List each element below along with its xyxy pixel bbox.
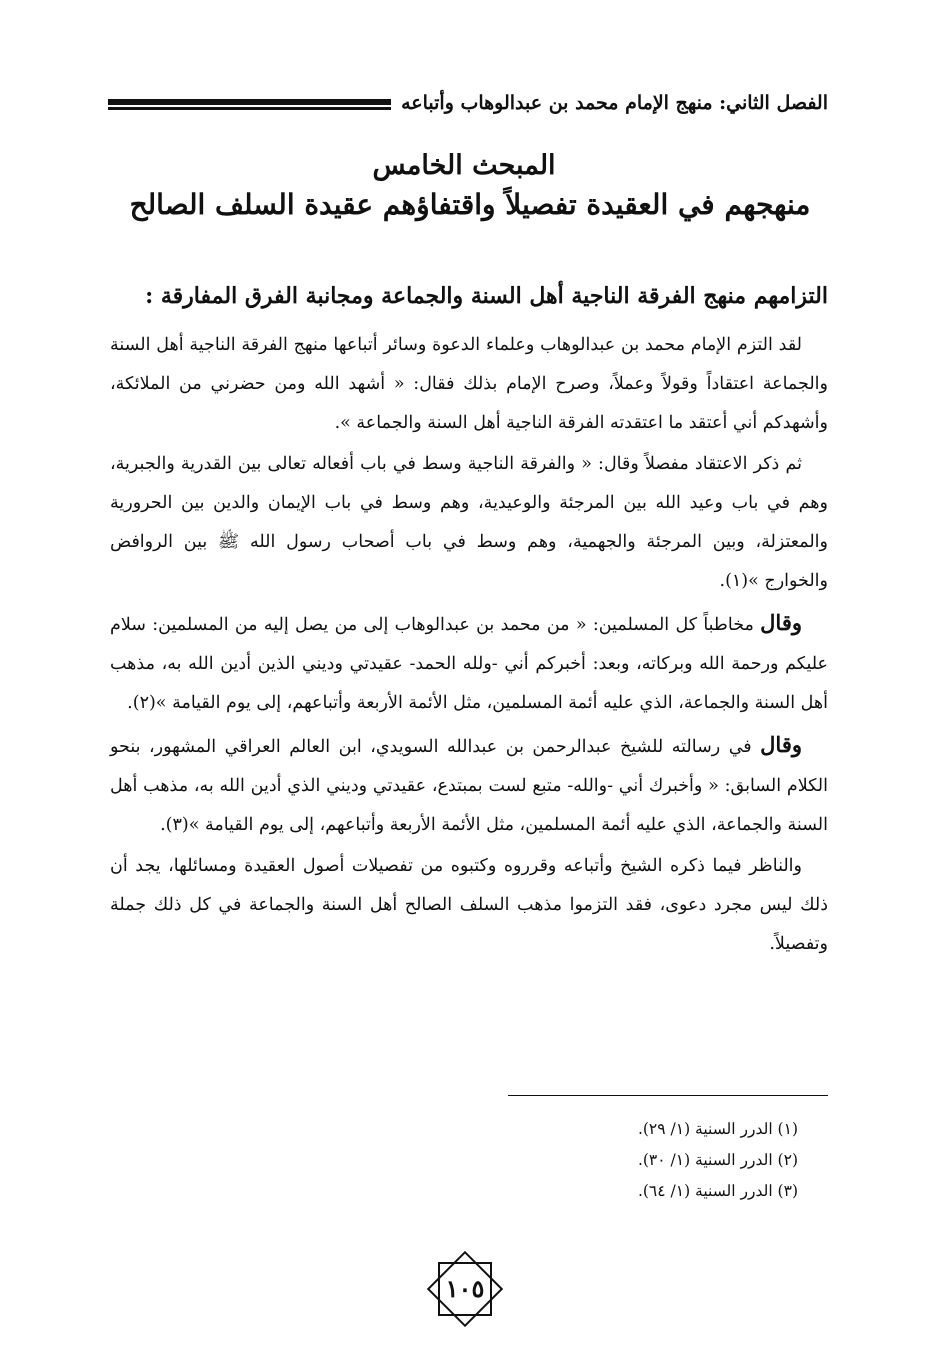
paragraph-4-text: في رسالته للشيخ عبدالرحمن بن عبدالله السويدي، ابن العالم العراقي المشهور، بنحو الكلام السابق: « وأخبرك أني -والله- متبع لست بمبتدع، عقيدتي وديني الذي أدين الله به، مذهب أهل السنة والجماعة، الذي عليه أئمة المسلمين، مثل الأئمة الأربعة وأتباعهم، إلى يوم القيامة »(٣). bbox=[110, 737, 828, 835]
subheading: التزامهم منهج الفرقة الناجية أهل السنة والجماعة ومجانبة الفرق المفارقة : bbox=[145, 283, 828, 309]
running-head-text: الفصل الثاني: منهج الإمام محمد بن عبدالوهاب وأتباعه bbox=[401, 92, 828, 114]
running-head bbox=[108, 86, 828, 120]
footnotes bbox=[398, 1114, 798, 1207]
paragraph-3-text: مخاطباً كل المسلمين: « من محمد بن عبدالوهاب إلى من يصل إليه من المسلمين: سلام عليكم ورحمة الله وبركاته، وبعد: أخبركم أني -ولله الحمد- عقيدتي وديني الذين أدين الله به، مذهب أهل السنة والجماعة، الذي عليه أئمة المسلمين، مثل الأئمة الأربعة وأتباعهم، إلى يوم القيامة »(٢). bbox=[110, 615, 828, 713]
section-title: منهجهم في العقيدة تفصيلاً واقتفاؤهم عقيدة السلف الصالح bbox=[129, 188, 811, 221]
page-number-ornament bbox=[420, 1244, 510, 1334]
footnote-3: (٣) الدرر السنية (١/ ٦٤). bbox=[637, 1182, 798, 1200]
paragraph-5: والناظر فيما ذكره الشيخ وأتباعه وقرروه وكتبوه من تفصيلات أصول العقيدة ومسائلها، يجد أن ذلك ليس مجرد دعوى، فقد التزموا مذهب السلف الصالح أهل السنة والجماعة في كل ذلك جملة وتفصيلاً. bbox=[110, 856, 828, 954]
body-text bbox=[110, 326, 828, 966]
paragraph-3-lead: وقال bbox=[760, 610, 802, 635]
paragraph-1: لقد التزم الإمام محمد بن عبدالوهاب وعلماء الدعوة وسائر أتباعها منهج الفرقة الناجية أهل السنة والجماعة اعتقاداً وقولاً وعملاً، وصرح الإمام بذلك فقال: « أشهد الله ومن حضرني من الملائكة، وأشهدكم أني أعتقد ما اعتقدته الفرقة الناجية أهل السنة والجماعة ». bbox=[110, 335, 828, 433]
chapter-label: المبحث الخامس bbox=[372, 150, 556, 181]
paragraph-4-lead: وقال bbox=[760, 732, 802, 757]
footnote-separator bbox=[508, 1095, 828, 1096]
paragraph-4 bbox=[110, 725, 828, 845]
paragraph-3 bbox=[110, 603, 828, 723]
footnote-2: (٢) الدرر السنية (١/ ٣٠). bbox=[637, 1151, 798, 1169]
running-head-rule bbox=[108, 99, 391, 107]
footnote-1: (١) الدرر السنية (١/ ٢٩). bbox=[637, 1120, 798, 1138]
paragraph-2: ثم ذكر الاعتقاد مفصلاً وقال: « والفرقة الناجية وسط في باب أفعاله تعالى بين القدرية والجبرية، وهم في باب وعيد الله بين المرجئة والوعيدية، وهم وسط في باب الإيمان والدين بين الحرورية والمعتزلة، وبين المرجئة والجهمية، وهم وسط في باب أصحاب رسول الله ﷺ بين الروافض والخوارج »(١). bbox=[110, 454, 828, 591]
page-number: ١٠٥ bbox=[445, 1274, 485, 1303]
